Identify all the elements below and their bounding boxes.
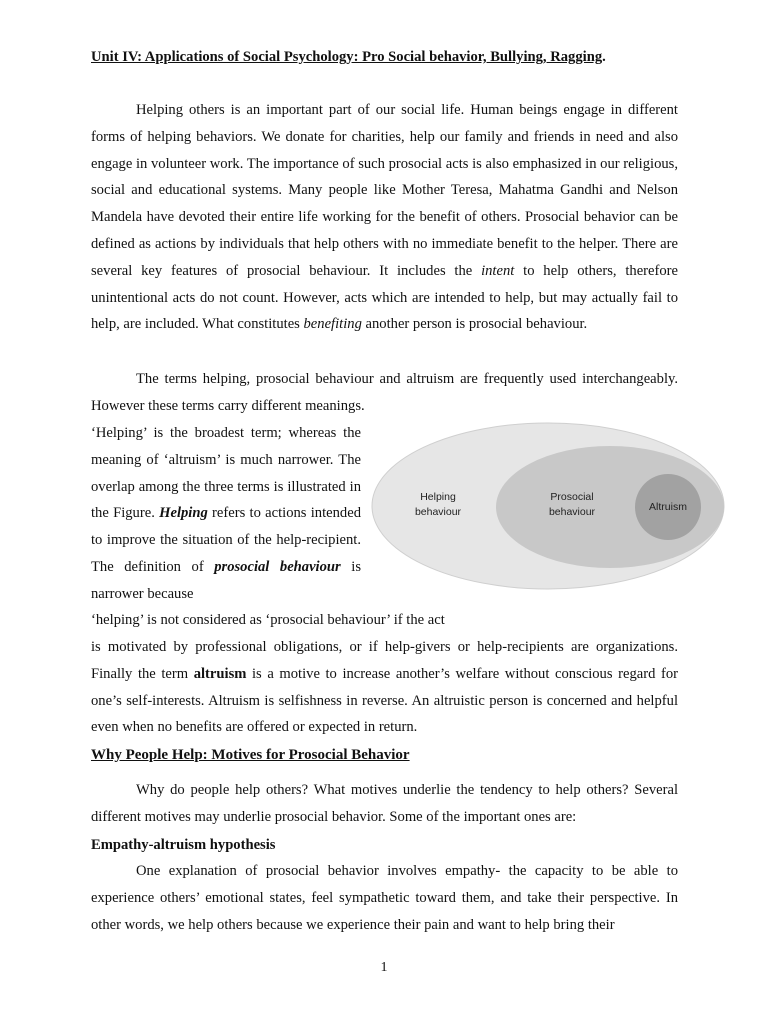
prosocial-label-1: Prosocial — [550, 491, 594, 503]
page-number: 1 — [380, 960, 388, 975]
figure-side-text-c: is narrower because — [91, 558, 361, 602]
prosocial-term: prosocial behaviour — [214, 558, 341, 575]
altruism-label: Altruism — [649, 501, 687, 513]
intro-intent-italic: intent — [481, 262, 515, 279]
empathy-paragraph: One explanation of prosocial behavior involves empathy- the capacity to be able to experience others’ emotional states, feel sympathetic toward them, and take their perspective. In other words, we help others because we experience their pain and want to help bring their — [91, 863, 678, 933]
helping-label-2: behaviour — [414, 506, 462, 518]
page-title — [91, 47, 678, 67]
helping-term: Helping — [159, 505, 208, 522]
terms-paragraph: The terms helping, prosocial behaviour and altruism are frequently used interchangeably. However these terms carry different meanings. — [91, 371, 678, 414]
intro-text-a: Helping others is an important part of our social life. Human beings engage in different forms of helping behaviors. We donate for charities, help our family and friends in need and also engage in volunteer work. The importance of such prosocial acts is also emphasized in our religious, social and educational systems. Many people like Mother Teresa, Mahatma Gandhi and Nelson Mandela have devoted their entire life working for the benefit of others. Prosocial behavior can be defined as actions by individuals that help others with no immediate benefit to the helper. There are several key features of prosocial behaviour. It includes the — [91, 102, 678, 279]
figure-side-text-a: ‘Helping’ is the broadest term; whereas the meaning of ‘altruism’ is much narrower. The overlap among the three terms is illustrated in the Figure. — [91, 425, 361, 522]
helping-label-1: Helping — [420, 491, 456, 503]
prosocial-label-2: behaviour — [548, 506, 596, 518]
section-paragraph: Why do people help others? What motives underlie the tendency to help others? Several different motives may underlie prosocial behavior. Some of the important ones are: — [91, 782, 678, 825]
continuation-text-b: is a motive to increase another’s welfare without conscious regard for one’s self-interests. Altruism is selfishness in reverse. An altruistic person is concerned and helpful even when no benefits are offered or expected in return. — [91, 665, 678, 736]
intro-benefiting-italic: benefiting — [303, 316, 362, 333]
figure-side-paragraph — [91, 420, 361, 608]
section-heading: Why People Help: Motives for Prosocial Behavior — [91, 747, 410, 763]
continuation-paragraph — [91, 634, 678, 741]
figure-side-text-b: refers to actions intended to improve the situation of the help-recipient. The definition of — [91, 505, 361, 575]
intro-text-c: another person is prosocial behaviour. — [361, 316, 588, 333]
title-text: Unit IV: Applications of Social Psychology: Pro Social behavior, Bullying, Ragging — [91, 49, 603, 65]
altruism-term: altruism — [193, 665, 247, 682]
continuation-text-a: is motivated by professional obligations, or if help-givers or help-recipients are organizations. Finally the term — [91, 639, 678, 682]
overlap-figure — [370, 421, 726, 591]
figure-after-line: ‘helping’ is not considered as ‘prosocial behaviour’ if the act — [91, 612, 445, 628]
title-period: . — [602, 49, 606, 65]
intro-text-b: to help others, therefore unintentional acts do not count. However, acts which are intended to help, but may actually fail to help, are included. What constitutes — [91, 262, 679, 333]
intro-paragraph — [91, 97, 678, 338]
subsection-heading: Empathy-altruism hypothesis — [91, 837, 276, 853]
